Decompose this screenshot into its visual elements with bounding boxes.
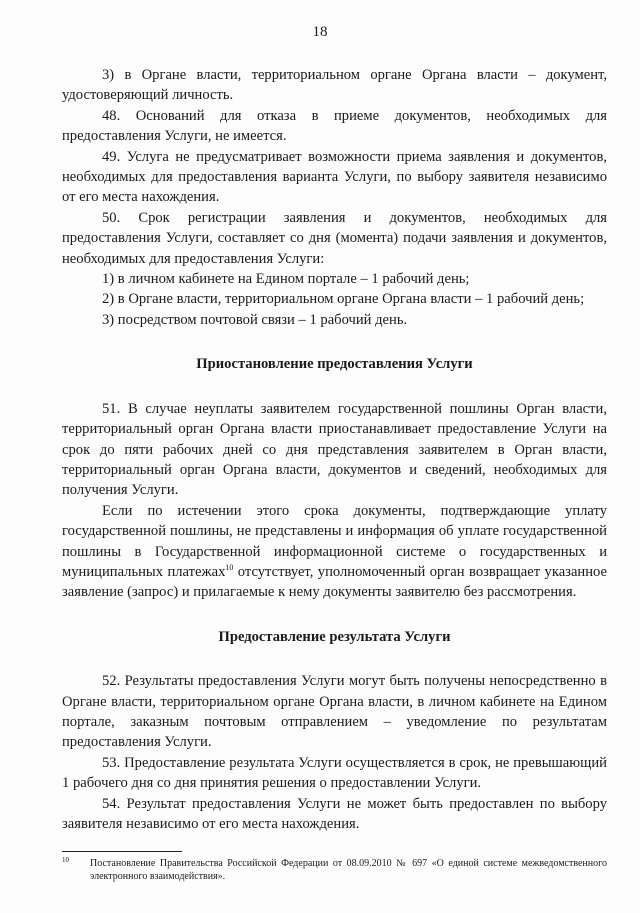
list-item-authority: 2) в Органе власти, территориальном органе Органа власти – 1 рабочий день; — [102, 291, 585, 308]
paragraph-item-3-identity: 3) в Органе власти, территориальном органе Органа власти – документ, удостоверяющий личность. — [62, 67, 607, 104]
paragraph-50: 50. Срок регистрации заявления и документов, необходимых для предоставления Услуги, составляет со дня (момента) подачи заявления и документов, необходимых для предоставления Услуги: — [62, 209, 607, 267]
footnote — [62, 857, 607, 883]
footnote-separator — [62, 851, 182, 852]
list-item-post: 3) посредством почтовой связи – 1 рабочий день. — [102, 311, 408, 328]
paragraph-54: 54. Результат предоставления Услуги не может быть предоставлен по выбору заявителя независимо от его места нахождения. — [62, 795, 607, 832]
section-heading-suspension: Приостановление предоставления Услуги — [196, 356, 473, 373]
document-body — [62, 65, 607, 834]
list-item-portal: 1) в личном кабинете на Едином портале – 1 рабочий день; — [102, 271, 470, 288]
footnote-text: Постановление Правительства Российской Федерации от 08.09.2010 № 697 «О единой системе межведомственного электронного взаимодействия». — [90, 858, 607, 882]
page-number: 18 — [312, 24, 328, 40]
paragraph-fee-return-text: Если по истечении этого срока документы, подтверждающие уплату государственной пошлины, не представлены и информация об уплате государственной пошлины в Государственной информационной системе о государственных и муниципальных платежах — [62, 502, 607, 580]
paragraph-fee-return-text-after: отсутствует, уполномоченный орган возвращает указанное заявление (запрос) и прилагаемые к нему документы заявителю без рассмотрения. — [62, 563, 607, 601]
footnote-ref: 10 — [225, 563, 234, 573]
paragraph-fee-return — [62, 501, 607, 603]
section-heading-result: Предоставление результата Услуги — [218, 628, 451, 645]
paragraph-52: 52. Результаты предоставления Услуги могут быть получены непосредственно в Органе власти, территориальном органе Органа власти, в личном кабинете на Едином портале, заказным почтовым отправлением – уведомление по результатам предоставления Услуги. — [62, 673, 607, 751]
paragraph-53: 53. Предоставление результата Услуги осуществляется в срок, не превышающий 1 рабочего дня со дня принятия решения о предоставлении Услуги. — [62, 754, 607, 792]
paragraph-48: 48. Оснований для отказа в приеме документов, необходимых для предоставления Услуги, не имеется. — [62, 107, 607, 145]
paragraph-49: 49. Услуга не предусматривает возможности приема заявления и документов, необходимых для предоставления варианта Услуги, по выбору заявителя независимо от его места нахождения. — [62, 148, 607, 206]
footnote-mark: 10 — [62, 856, 69, 864]
paragraph-51: 51. В случае неуплаты заявителем государственной пошлины Орган власти, территориальный орган Органа власти приостанавливает предоставление Услуги на срок до пяти рабочих дней со дня представления заявителем в Орган власти, территориальный орган Органа власти, документов и сведений, необходимых для получения Услуги. — [62, 400, 607, 499]
